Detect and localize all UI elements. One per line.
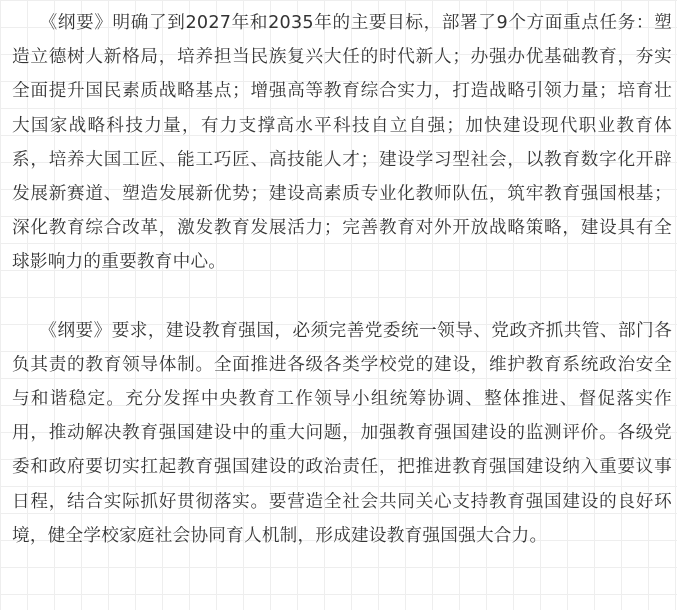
paragraph-requirements: 《纲要》要求，建设教育强国，必须完善党委统一领导、党政齐抓共管、部门各负其责的教育领导体制。全面推进各级各类学校党的建设，维护教育系统政治安全与和谐稳定。充分发挥中央教育工作领导小组统筹协调、整体推进、督促落实作用，推动解决教育强国建设中的重大问题，加强教育强国建设的监测评价。各级党委和政府要切实扛起教育强国建设的政治责任，把推进教育强国建设纳入重要议事日程，结合实际抓好贯彻落实。要营造全社会共同关心支持教育强国建设的良好环境，健全学校家庭社会协同育人机制，形成建设教育强国强大合力。 xyxy=(12,320,672,546)
article-body xyxy=(12,6,672,553)
paragraph-main-goals: 《纲要》明确了到2027年和2035年的主要目标，部署了9个方面重点任务：塑造立德树人新格局，培养担当民族复兴大任的时代新人；办强办优基础教育，夯实全面提升国民素质战略基点；增强高等教育综合实力，打造战略引领力量；培育壮大国家战略科技力量，有力支撑高水平科技自立自强；加快建设现代职业教育体系，培养大国工匠、能工巧匠、高技能人才；建设学习型社会，以教育数字化开辟发展新赛道、塑造发展新优势；建设高素质专业化教师队伍，筑牢教育强国根基；深化教育综合改革，激发教育发展活力；完善教育对外开放战略策略，建设具有全球影响力的重要教育中心。 xyxy=(12,13,672,273)
